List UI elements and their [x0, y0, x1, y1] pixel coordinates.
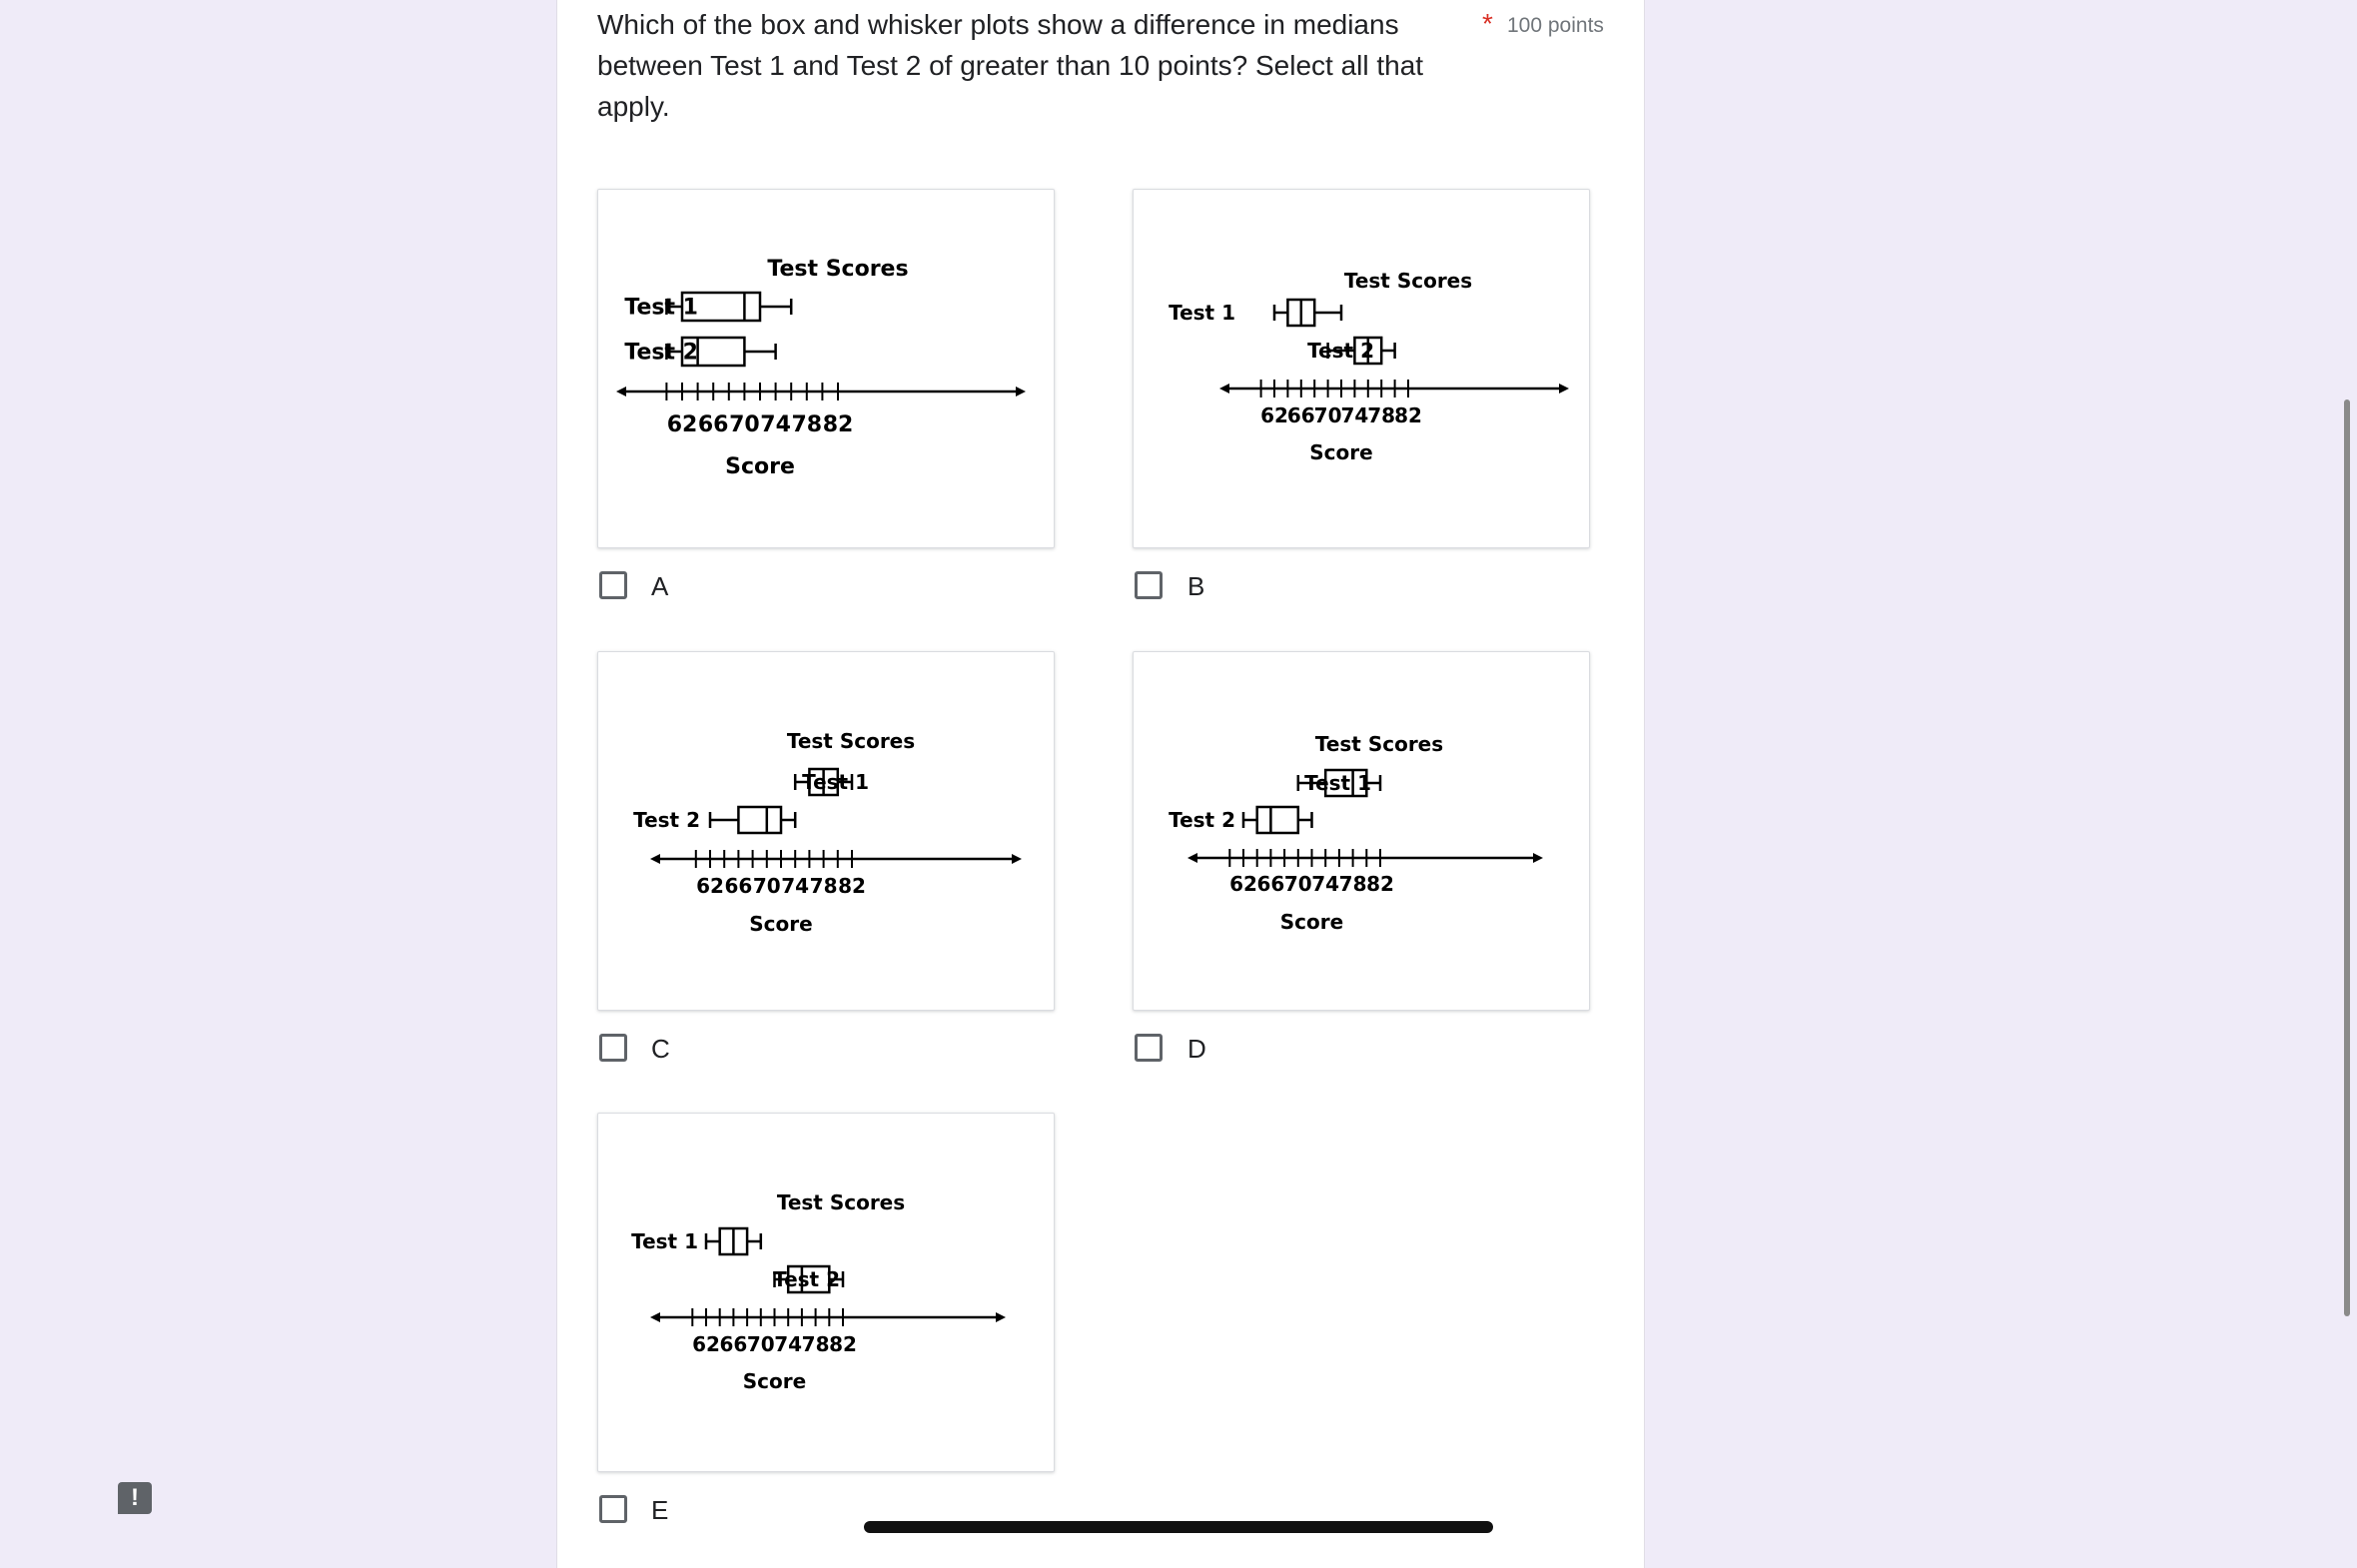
chart-title: Test Scores — [786, 729, 916, 753]
axis-arrow-left — [650, 1312, 660, 1322]
x-axis-label: Score — [1309, 440, 1373, 464]
x-axis-label: Score — [725, 454, 795, 479]
option-d-chart — [1134, 652, 1589, 1010]
option-a-chart — [598, 190, 1054, 547]
axis-arrow-right — [1016, 387, 1026, 396]
axis-arrow-left — [1187, 853, 1197, 863]
option-a-checkbox[interactable] — [599, 571, 627, 599]
x-axis-label: Score — [742, 1369, 807, 1393]
axis-arrow-right — [1533, 853, 1543, 863]
tick-label: 74 — [1311, 872, 1340, 896]
tick-label: 62 — [696, 874, 724, 898]
series-label: Test 2 — [633, 808, 700, 832]
report-feedback-icon[interactable]: ! — [118, 1482, 152, 1514]
tick-label: 82 — [822, 412, 854, 437]
tick-label: 66 — [1286, 403, 1315, 427]
tick-label: 62 — [1260, 403, 1288, 427]
tick-label: 70 — [1313, 403, 1342, 427]
option-e-chart — [598, 1114, 1054, 1471]
chart-title: Test Scores — [1343, 269, 1473, 293]
option-b-checkbox[interactable] — [1135, 571, 1163, 599]
chart-title: Test Scores — [776, 1190, 906, 1214]
tick-label: 78 — [791, 412, 823, 437]
series-label: Test 2 — [624, 340, 698, 366]
x-axis-label: Score — [749, 912, 813, 936]
option-c-checkbox[interactable] — [599, 1034, 627, 1062]
tick-label: 70 — [729, 412, 760, 437]
series-label: Test 1 — [1169, 301, 1235, 325]
tick-label: 66 — [697, 412, 729, 437]
box — [1257, 807, 1298, 833]
option-b-chart — [1134, 190, 1589, 547]
series-label: Test 2 — [773, 1267, 840, 1291]
tick-label: 62 — [1229, 872, 1257, 896]
series-label: Test 1 — [624, 295, 698, 321]
option-e-image[interactable] — [597, 1113, 1055, 1472]
option-d-image[interactable] — [1133, 651, 1590, 1011]
tick-label: 78 — [809, 874, 838, 898]
chart-title: Test Scores — [767, 257, 909, 282]
option-d-label[interactable]: D — [1187, 1034, 1206, 1064]
scrollbar[interactable] — [2344, 399, 2350, 1316]
tick-label: 70 — [746, 1332, 775, 1356]
tick-label: 70 — [752, 874, 781, 898]
series-label: Test 1 — [802, 770, 869, 794]
tick-label: 82 — [838, 874, 866, 898]
tick-label: 70 — [1283, 872, 1312, 896]
axis-arrow-right — [1559, 384, 1569, 393]
option-b-image[interactable] — [1133, 189, 1590, 548]
tick-label: 74 — [774, 1332, 803, 1356]
series-label: Test 2 — [1169, 808, 1235, 832]
axis-arrow-right — [996, 1312, 1006, 1322]
tick-label: 74 — [760, 412, 791, 437]
axis-arrow-left — [1219, 384, 1229, 393]
option-a-label[interactable]: A — [651, 571, 669, 601]
option-e-checkbox[interactable] — [599, 1495, 627, 1523]
series-label: Test 1 — [1304, 771, 1371, 795]
axis-arrow-left — [616, 387, 626, 396]
tick-label: 78 — [1367, 403, 1396, 427]
option-c-chart — [598, 652, 1054, 1010]
option-b-label[interactable]: B — [1187, 571, 1205, 601]
tick-label: 82 — [1394, 403, 1422, 427]
tick-label: 74 — [781, 874, 810, 898]
option-c-image[interactable] — [597, 651, 1055, 1011]
tick-label: 62 — [692, 1332, 720, 1356]
required-marker: * — [1482, 8, 1493, 39]
chart-title: Test Scores — [1314, 732, 1444, 756]
question-text: Which of the box and whisker plots show a difference in medians between Test 1 and Test 2 of greater than 10 points? Select all that apply. — [597, 9, 1424, 122]
series-label: Test 1 — [631, 1229, 698, 1253]
option-d-checkbox[interactable] — [1135, 1034, 1163, 1062]
axis-arrow-left — [650, 854, 660, 864]
tick-label: 82 — [1366, 872, 1394, 896]
tick-label: 78 — [1338, 872, 1367, 896]
box — [738, 807, 781, 833]
home-indicator — [864, 1521, 1493, 1533]
option-c-label[interactable]: C — [651, 1034, 670, 1064]
points-label: 100 points — [1507, 14, 1604, 37]
tick-label: 62 — [666, 412, 698, 437]
tick-label: 66 — [724, 874, 753, 898]
tick-label: 82 — [829, 1332, 857, 1356]
option-a-image[interactable] — [597, 189, 1055, 548]
tick-label: 66 — [1256, 872, 1285, 896]
series-label: Test 2 — [1307, 339, 1374, 363]
option-e-label[interactable]: E — [651, 1495, 669, 1525]
x-axis-label: Score — [1279, 910, 1344, 934]
tick-label: 66 — [719, 1332, 748, 1356]
tick-label: 74 — [1340, 403, 1369, 427]
axis-arrow-right — [1012, 854, 1022, 864]
tick-label: 78 — [801, 1332, 830, 1356]
